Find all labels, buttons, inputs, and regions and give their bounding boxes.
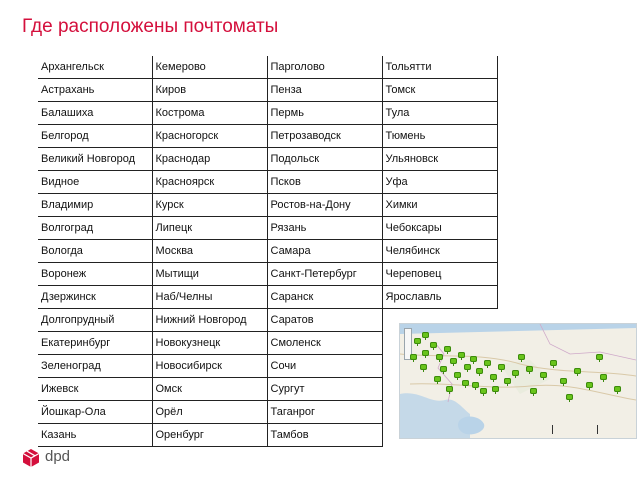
city-cell: Вологда (38, 240, 152, 263)
map-pin-icon[interactable] (586, 382, 593, 390)
city-cell: Москва (152, 240, 267, 263)
map-pin-icon[interactable] (476, 368, 483, 376)
map-pin-icon[interactable] (422, 350, 429, 358)
map-pin-icon[interactable] (462, 380, 469, 388)
map-pin-icon[interactable] (444, 346, 451, 354)
map-pin-icon[interactable] (504, 378, 511, 386)
city-cell: Казань (38, 424, 152, 447)
city-cell: Балашиха (38, 102, 152, 125)
city-cell: Чебоксары (382, 217, 497, 240)
city-cell: Нижний Новгород (152, 309, 267, 332)
city-cell: Петрозаводск (267, 125, 382, 148)
map-pin-icon[interactable] (430, 342, 437, 350)
map-pin-icon[interactable] (518, 354, 525, 362)
city-cell: Саранск (267, 286, 382, 309)
city-cell: Подольск (267, 148, 382, 171)
map-pin-icon[interactable] (454, 372, 461, 380)
city-cell: Смоленск (267, 332, 382, 355)
map-pin-icon[interactable] (614, 386, 621, 394)
footer-divider (597, 425, 598, 434)
city-cell: Екатеринбург (38, 332, 152, 355)
city-cell: Череповец (382, 263, 497, 286)
city-cell: Ярославль (382, 286, 497, 309)
city-cell: Липецк (152, 217, 267, 240)
city-cell: Курск (152, 194, 267, 217)
table-row (38, 148, 497, 171)
page-title: Где расположены почтоматы (22, 16, 279, 37)
city-cell: Владимир (38, 194, 152, 217)
map-pin-icon[interactable] (420, 364, 427, 372)
city-cell: Пенза (267, 79, 382, 102)
city-cell: Сургут (267, 378, 382, 401)
city-cell: Тамбов (267, 424, 382, 447)
map-pin-icon[interactable] (490, 374, 497, 382)
map-pin-icon[interactable] (530, 388, 537, 396)
city-cell: Воронеж (38, 263, 152, 286)
table-row (38, 263, 497, 286)
city-cell: Челябинск (382, 240, 497, 263)
city-cell: Томск (382, 79, 497, 102)
map-pin-icon[interactable] (414, 338, 421, 346)
city-cell: Астрахань (38, 79, 152, 102)
city-cell: Новокузнецк (152, 332, 267, 355)
map-pin-icon[interactable] (470, 356, 477, 364)
map-pin-icon[interactable] (480, 388, 487, 396)
city-cell: Кострома (152, 102, 267, 125)
dpd-logo (22, 448, 82, 468)
city-cell: Краснодар (152, 148, 267, 171)
city-cell: Архангельск (38, 56, 152, 79)
table-row (38, 125, 497, 148)
footer-divider (552, 425, 553, 434)
map-pin-icon[interactable] (440, 366, 447, 374)
table-row (38, 217, 497, 240)
map-pin-icon[interactable] (492, 386, 499, 394)
city-cell: Тольятти (382, 56, 497, 79)
city-cell: Видное (38, 171, 152, 194)
city-cell: Санкт-Петербург (267, 263, 382, 286)
map-pin-icon[interactable] (436, 354, 443, 362)
city-cell: Тюмень (382, 125, 497, 148)
city-cell: Самара (267, 240, 382, 263)
table-row (38, 240, 497, 263)
city-cell: Оренбург (152, 424, 267, 447)
city-cell: Орёл (152, 401, 267, 424)
dpd-wordmark: dpd (45, 448, 71, 465)
table-row (38, 171, 497, 194)
map-pin-icon[interactable] (526, 366, 533, 374)
city-cell: Рязань (267, 217, 382, 240)
city-cell: Таганрог (267, 401, 382, 424)
table-row (38, 286, 497, 309)
city-cell: Ростов-на-Дону (267, 194, 382, 217)
city-cell: Псков (267, 171, 382, 194)
city-cell: Саратов (267, 309, 382, 332)
city-cell: Йошкар-Ола (38, 401, 152, 424)
table-row (38, 79, 497, 102)
map-pin-icon[interactable] (566, 394, 573, 402)
city-cell: Тула (382, 102, 497, 125)
city-cell: Уфа (382, 171, 497, 194)
map-pin-icon[interactable] (410, 354, 417, 362)
map-pin-icon[interactable] (472, 382, 479, 390)
city-cell: Омск (152, 378, 267, 401)
city-cell: Красногорск (152, 125, 267, 148)
city-cell: Кемерово (152, 56, 267, 79)
city-cell: Дзержинск (38, 286, 152, 309)
map-pin-icon[interactable] (422, 332, 429, 340)
map-pin-icon[interactable] (560, 378, 567, 386)
city-cell: Ульяновск (382, 148, 497, 171)
table-row (38, 102, 497, 125)
map-pin-icon[interactable] (434, 376, 441, 384)
map-pin-icon[interactable] (600, 374, 607, 382)
pickup-map[interactable] (399, 323, 637, 439)
city-cell: Ижевск (38, 378, 152, 401)
city-cell: Волгоград (38, 217, 152, 240)
map-pin-icon[interactable] (458, 352, 465, 360)
city-cell: Пермь (267, 102, 382, 125)
city-cell: Химки (382, 194, 497, 217)
table-row (38, 56, 497, 79)
city-cell: Белгород (38, 125, 152, 148)
map-pin-icon[interactable] (450, 358, 457, 366)
city-cell: Сочи (267, 355, 382, 378)
city-cell: Великий Новгород (38, 148, 152, 171)
map-pin-icon[interactable] (484, 360, 491, 368)
city-cell: Красноярск (152, 171, 267, 194)
map-pin-icon[interactable] (498, 364, 505, 372)
city-cell: Киров (152, 79, 267, 102)
city-cell: Парголово (267, 56, 382, 79)
map-pin-icon[interactable] (464, 364, 471, 372)
dpd-cube-icon (22, 448, 40, 468)
map-pin-icon[interactable] (540, 372, 547, 380)
city-cell: Долгопрудный (38, 309, 152, 332)
city-cell: Новосибирск (152, 355, 267, 378)
map-pin-icon[interactable] (550, 360, 557, 368)
map-pin-icon[interactable] (512, 370, 519, 378)
map-pin-icon[interactable] (446, 386, 453, 394)
table-row (38, 194, 497, 217)
city-cell: Мытищи (152, 263, 267, 286)
city-cell: Зеленоград (38, 355, 152, 378)
map-pin-icon[interactable] (574, 368, 581, 376)
city-cell: Наб/Челны (152, 286, 267, 309)
map-pin-icon[interactable] (596, 354, 603, 362)
